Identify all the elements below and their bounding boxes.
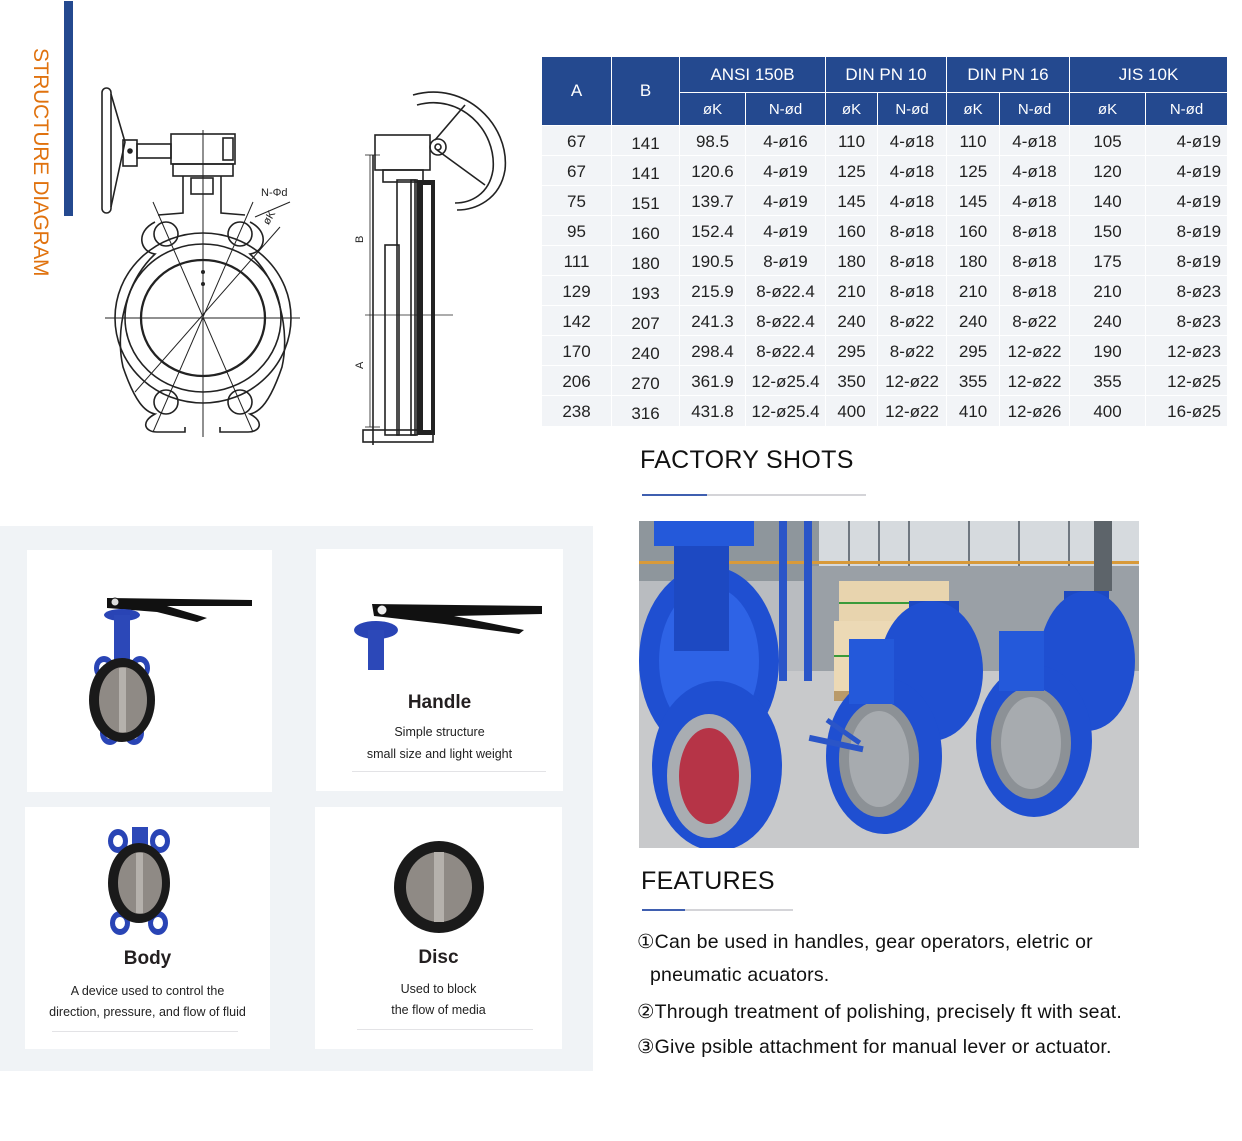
handle-divider [352,771,546,772]
cell-ansi-k: 215.9 [680,276,746,306]
cell-ansi-nd: 8-ø22.4 [746,276,826,306]
cell-jis-k: 175 [1070,246,1146,276]
cell-jis-nd: 4-ø19 [1146,126,1228,156]
part-card-assembled-valve [27,550,272,792]
cell-din10-nd: 4-ø18 [878,186,947,216]
cell-jis-k: 150 [1070,216,1146,246]
cell-b: 180 [612,246,680,276]
factory-photo [639,521,1139,848]
cell-din10-k: 295 [826,336,878,366]
cell-ansi-nd: 12-ø25.4 [746,366,826,396]
table-row [542,336,1228,366]
disc-title: Disc [418,947,459,968]
cell-jis-nd: 4-ø19 [1146,186,1228,216]
cell-din16-k: 210 [947,276,1000,306]
cell-a: 170 [542,336,612,366]
cell-b: 141 [612,156,680,186]
cell-ansi-nd: 4-ø16 [746,126,826,156]
table-row [542,396,1228,426]
cell-ansi-nd: 4-ø19 [746,186,826,216]
subheader-din16-k: øK [947,93,1000,126]
dimension-spec-table [541,56,1228,426]
cell-a: 111 [542,246,612,276]
disc-desc-line2: the flow of media [391,1003,486,1017]
cell-jis-k: 210 [1070,276,1146,306]
cell-din16-k: 145 [947,186,1000,216]
front-view-drawing [95,82,310,442]
cell-ansi-k: 361.9 [680,366,746,396]
cell-din16-k: 410 [947,396,1000,426]
cell-ansi-k: 139.7 [680,186,746,216]
cell-jis-nd: 4-ø19 [1146,156,1228,186]
dimension-a-label: A [354,361,366,369]
cell-a: 95 [542,216,612,246]
cell-ansi-nd: 8-ø19 [746,246,826,276]
cell-b: 207 [612,306,680,336]
cell-jis-nd: 8-ø23 [1146,276,1228,306]
cell-din16-k: 110 [947,126,1000,156]
cell-jis-k: 400 [1070,396,1146,426]
cell-din16-k: 240 [947,306,1000,336]
cell-din16-nd: 8-ø18 [1000,246,1070,276]
cell-ansi-k: 431.8 [680,396,746,426]
cell-din10-nd: 4-ø18 [878,156,947,186]
header-jis-10k: JIS 10K [1070,57,1228,93]
cell-jis-nd: 12-ø25 [1146,366,1228,396]
body-desc-line1: A device used to control the [70,984,225,998]
cell-din10-k: 145 [826,186,878,216]
cell-a: 67 [542,126,612,156]
cell-b: 151 [612,186,680,216]
subheader-din16-nd: N-ød [1000,93,1070,126]
factory-shots-title: FACTORY SHOTS [640,446,854,474]
cell-din16-nd: 8-ø18 [1000,216,1070,246]
cell-din10-nd: 8-ø18 [878,246,947,276]
cell-din10-nd: 8-ø18 [878,216,947,246]
part-card-disc [315,807,562,1049]
cell-ansi-nd: 4-ø19 [746,156,826,186]
cell-din16-nd: 4-ø18 [1000,156,1070,186]
cell-din16-nd: 8-ø18 [1000,276,1070,306]
cell-ansi-nd: 12-ø25.4 [746,396,826,426]
feature-item-2: ②Through treatment of polishing, precisely ft with seat. [637,1001,1122,1023]
cell-din10-k: 210 [826,276,878,306]
subheader-ansi-k: øK [680,93,746,126]
disc-desc-line1: Used to block [400,982,477,996]
body-image [100,827,180,937]
cell-jis-nd: 8-ø23 [1146,306,1228,336]
cell-b: 193 [612,276,680,306]
cell-din16-nd: 4-ø18 [1000,126,1070,156]
cell-ansi-nd: 8-ø22.4 [746,336,826,366]
cell-ansi-nd: 8-ø22.4 [746,306,826,336]
cell-b: 316 [612,396,680,426]
cell-ansi-k: 241.3 [680,306,746,336]
part-card-handle [316,549,563,791]
header-ansi-150b: ANSI 150B [680,57,826,93]
n-phi-d-annotation: N-Φd [261,187,288,199]
cell-din16-k: 125 [947,156,1000,186]
table-row [542,306,1228,336]
cell-a: 142 [542,306,612,336]
cell-jis-nd: 8-ø19 [1146,246,1228,276]
cell-jis-nd: 8-ø19 [1146,216,1228,246]
cell-b: 240 [612,336,680,366]
cell-a: 238 [542,396,612,426]
table-row [542,246,1228,276]
table-row [542,366,1228,396]
cell-jis-k: 140 [1070,186,1146,216]
cell-din10-k: 350 [826,366,878,396]
section-accent-bar [64,1,73,216]
dimension-b-label: B [354,235,366,243]
cell-b: 141 [612,126,680,156]
cell-b: 270 [612,366,680,396]
handle-desc-line1: Simple structure [394,725,485,739]
cell-a: 129 [542,276,612,306]
features-title: FEATURES [641,867,775,895]
body-title: Body [123,948,172,969]
cell-din10-k: 180 [826,246,878,276]
subheader-jis-nd: N-ød [1146,93,1228,126]
cell-din16-k: 160 [947,216,1000,246]
table-row [542,216,1228,246]
cell-din16-nd: 12-ø22 [1000,336,1070,366]
cell-ansi-k: 190.5 [680,246,746,276]
table-row [542,126,1228,156]
feature-item-1-continued: pneumatic acuators. [650,964,830,986]
cell-ansi-k: 98.5 [680,126,746,156]
subheader-jis-k: øK [1070,93,1146,126]
subheader-din10-k: øK [826,93,878,126]
structure-diagram-label: STRUCTURE DIAGRAM [29,48,52,277]
header-din-pn16: DIN PN 16 [947,57,1070,93]
assembled-valve-image [87,590,262,750]
cell-din16-k: 355 [947,366,1000,396]
cell-din10-nd: 8-ø18 [878,276,947,306]
handle-desc-line2: small size and light weight [366,747,513,761]
cell-a: 75 [542,186,612,216]
cell-din10-k: 160 [826,216,878,246]
cell-din10-k: 110 [826,126,878,156]
features-underline [642,909,793,911]
table-row [542,186,1228,216]
cell-din10-nd: 12-ø22 [878,366,947,396]
table-row [542,276,1228,306]
cell-ansi-nd: 4-ø19 [746,216,826,246]
factory-shots-underline [642,494,866,496]
disc-image [392,840,487,935]
cell-din10-nd: 8-ø22 [878,336,947,366]
cell-a: 206 [542,366,612,396]
part-card-body [25,807,270,1049]
cell-din16-nd: 4-ø18 [1000,186,1070,216]
cell-jis-k: 355 [1070,366,1146,396]
cell-jis-k: 120 [1070,156,1146,186]
subheader-din10-nd: N-ød [878,93,947,126]
cell-jis-nd: 16-ø25 [1146,396,1228,426]
cell-jis-k: 105 [1070,126,1146,156]
body-divider [52,1031,238,1032]
cell-din10-k: 240 [826,306,878,336]
side-view-drawing [345,85,515,445]
body-desc-line2: direction, pressure, and flow of fluid [49,1005,246,1019]
header-din-pn10: DIN PN 10 [826,57,947,93]
handle-title: Handle [407,692,472,713]
cell-din10-k: 400 [826,396,878,426]
table-row [542,156,1228,186]
cell-b: 160 [612,216,680,246]
feature-item-1: ①Can be used in handles, gear operators, eletric or [637,931,1093,953]
feature-item-3: ③Give psible attachment for manual lever or actuator. [637,1036,1112,1058]
cell-din16-nd: 12-ø26 [1000,396,1070,426]
cell-ansi-k: 152.4 [680,216,746,246]
cell-din16-k: 180 [947,246,1000,276]
cell-din10-nd: 12-ø22 [878,396,947,426]
cell-din16-nd: 8-ø22 [1000,306,1070,336]
header-b: B [612,57,680,126]
cell-jis-k: 240 [1070,306,1146,336]
cell-ansi-k: 120.6 [680,156,746,186]
cell-din16-nd: 12-ø22 [1000,366,1070,396]
header-a: A [542,57,612,126]
cell-din16-k: 295 [947,336,1000,366]
cell-din10-k: 125 [826,156,878,186]
k-annotation: øK [260,208,279,227]
cell-jis-k: 190 [1070,336,1146,366]
subheader-ansi-nd: N-ød [746,93,826,126]
spec-table-body [542,126,1228,426]
cell-din10-nd: 4-ø18 [878,126,947,156]
cell-a: 67 [542,156,612,186]
cell-din10-nd: 8-ø22 [878,306,947,336]
disc-divider [357,1029,533,1030]
cell-jis-nd: 12-ø23 [1146,336,1228,366]
cell-ansi-k: 298.4 [680,336,746,366]
handle-image [354,594,544,674]
